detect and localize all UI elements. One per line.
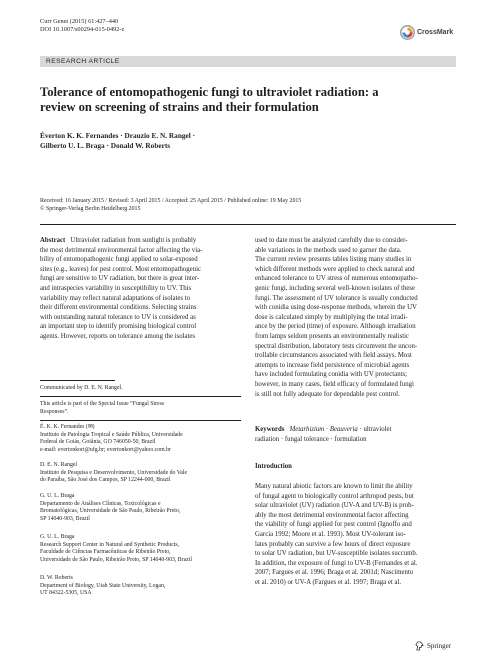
springer-horse-icon [415, 641, 424, 651]
footnote-divider [40, 380, 115, 381]
affiliation-name: G. U. L. Braga [40, 534, 75, 540]
affiliation-name: D. E. N. Rangel [40, 462, 78, 468]
abstract-line: dose is calculated simply by multiplying the total irradi- [255, 313, 408, 321]
keywords-heading: Keywords [255, 426, 285, 433]
abstract-line: ance by the period (time) of exposure. Although irradiation [255, 323, 416, 331]
abstract-line: sites (e.g., leaves) for pest control. Most entomopathogenic [40, 265, 202, 273]
article-title [40, 85, 460, 115]
abstract-line: have included formulating conidia with UV protectants; [255, 371, 408, 379]
divider [40, 396, 241, 397]
abstract-line: from lamps seldom presents an environmentally realistic [255, 332, 410, 340]
affiliation-name: G. U. L. Braga [40, 493, 75, 499]
abstract-line: however, in many cases, field efficacy of formulated fungi [255, 380, 414, 388]
divider [40, 420, 241, 421]
keywords: Keywords Metarhizium · Beauveria · ultraviolet radiation · fungal tolerance · formulation [255, 426, 392, 443]
intro-line: et al. 2010) or UV-A (Fargues et al. 1997; Braga et al. [255, 578, 402, 586]
abstract-line: The current review presents tables listing many studies in [255, 256, 412, 264]
affiliation-3: G. U. L. Braga Departamento de Análises Clínicas, Toxicológicas e Bromatológicas, Universidade de São Paulo, Ribeirão Preto, SP 14040-903, Brazil [40, 493, 245, 524]
intro-line: Many natural abiotic factors are known to limit the ability [255, 483, 413, 490]
special-issue-note: This article is part of the Special Issue “Fungal Stress Responses”. [40, 401, 165, 415]
intro-line: to solar UV radiation, but UV-susceptible isolates succumb. [255, 550, 418, 558]
intro-line: In addition, the exposure of fungi to UV-B (Fernandes et al. [255, 559, 418, 567]
abstract-line: agents. However, reports on tolerance among the isolates [40, 332, 196, 340]
abstract-line: genic fungi, including several well-known isolates of these [255, 284, 416, 292]
introduction-body [255, 482, 456, 588]
abstract-line: Abstract Ultraviolet radiation from sunlight is probably [40, 237, 197, 244]
affiliation-1: É. K. K. Fernandes (✉) Instituto de Patologia Tropical e Saúde Pública, Universidade Federal de Goiás, Goiânia, GO 746050-50, Brazil e-mail: evertonkort@ufg.br; evertonkort@yahoo.com.br [40, 424, 245, 455]
intro-line: solar ultraviolet (UV) radiation (UV-A and UV-B) is prob- [255, 502, 414, 510]
abstract-line: fungi. The assessment of UV tolerance is usually conducted [255, 294, 418, 302]
author-email[interactable]: e-mail: evertonkort@ufg.br; evertonkort@yahoo.com.br [40, 447, 171, 454]
publisher-mark [415, 641, 451, 651]
intro-line: of fungal agent to biologically control arthropod pests, but [255, 492, 414, 500]
crossmark-icon [400, 25, 415, 40]
journal-citation: Curr Genet (2015) 61:427–440 [40, 18, 119, 25]
crossmark-badge[interactable] [400, 25, 453, 40]
affiliation-2: D. E. N. Rangel Instituto de Pesquisa e Desenvolvimento, Universidade do Vale do Paraíba, São José dos Campos, SP 12244-000, Brazil [40, 462, 245, 485]
affiliation-4: G. U. L. Braga Research Support Center in Natural and Synthetic Products, Faculdade de Ciências Farmacêuticas de Ribeirão Preto, Universidade de São Paulo, Ribeirão Preto, SP 14040-903, Brazil [40, 534, 245, 565]
abstract-line: an important step to identify promising biological control [40, 323, 197, 331]
abstract-line: which different methods were applied to check natural and [255, 265, 415, 273]
abstract-line: trollable circumstances associated with field assays. Most [255, 352, 412, 360]
received-dates: Received: 16 January 2015 / Revised: 3 April 2015 / Accepted: 25 April 2015 / Published online: 19 May 2015 [40, 198, 302, 204]
abstract-line: the most detrimental environmental factor affecting the via- [40, 246, 203, 254]
abstract-line: used to date must be analyzed carefully due to consider- [255, 237, 408, 244]
affiliation-name: É. K. K. Fernandes (✉) [40, 424, 95, 430]
publisher-name: Springer [427, 642, 452, 650]
intro-line: Garcia 1992; Moore et al. 1993). Most UV-tolerant iso- [255, 530, 406, 538]
title-line-1: Tolerance of entomopathogenic fungi to ultraviolet radiation: a [40, 85, 379, 99]
authors-line-2: Gilberto U. L. Braga · Donald W. Roberts [40, 140, 171, 150]
abstract-line: spectral distribution, laboratory tests circumvent the uncon- [255, 342, 418, 350]
article-dates [40, 197, 460, 213]
journal-header [40, 18, 124, 34]
abstract-line: with conidia using dose-response methods, wherein the UV [255, 304, 417, 312]
copyright: © Springer-Verlag Berlin Heidelberg 2015 [40, 206, 141, 213]
crossmark-label: CrossMark [417, 29, 454, 36]
abstract-line: with outstanding natural tolerance to UV is considered as [40, 313, 196, 321]
introduction-heading: Introduction [255, 463, 292, 470]
abstract-line: and intraspecies variability in susceptibility to UV. This [40, 284, 192, 292]
abstract-line: their different environmental conditions. Selecting strains [40, 304, 197, 312]
intro-line: ably the most detrimental environmental factor affecting [255, 511, 409, 519]
intro-line: lates probably can survive a few hours of direct exposure [255, 540, 411, 548]
abstract-heading: Abstract [40, 237, 66, 244]
abstract-line: able variations in the methods used to garner the data. [255, 246, 402, 254]
abstract-line: bility of entomopathogenic fungi applied to solar-exposed [40, 256, 198, 264]
abstract-line: attempts to increase field persistence of microbial agents [255, 361, 410, 369]
intro-line: 2007; Fargues et al. 1996; Braga et al. 2001d; Nascimento [255, 569, 414, 577]
authors-line-1: Éverton K. K. Fernandes · Drauzio E. N. Rangel · [40, 131, 196, 140]
affiliation-5: D. W. Roberts Department of Biology, Utah State University, Logan, UT 84322-5305, USA [40, 575, 245, 598]
abstract-line: variability may reflect natural adaptations of isolates to [40, 294, 191, 302]
journal-doi[interactable]: DOI 10.1007/s00294-015-0492-z [40, 26, 125, 34]
title-line-2: review on screening of strains and their formulation [40, 100, 319, 114]
abstract-line: is still not fully adequate for dependable pest control. [255, 390, 400, 398]
abstract-left [40, 236, 241, 342]
section-label: RESEARCH ARTICLE [46, 57, 120, 65]
affiliation-name: D. W. Roberts [40, 575, 73, 581]
author-list [40, 131, 460, 150]
abstract-line: fungi are sensitive to UV radiation, but there is great inter- [40, 275, 200, 283]
communicated-note: Communicated by D. E. N. Rangel. [40, 385, 123, 391]
intro-line: the viability of fungi applied for pest control (Ignoffo and [255, 521, 412, 529]
divider [40, 224, 456, 225]
abstract-line: enhanced tolerance to UV stress of numerous entomopatho- [255, 275, 418, 283]
abstract-right [255, 236, 456, 399]
